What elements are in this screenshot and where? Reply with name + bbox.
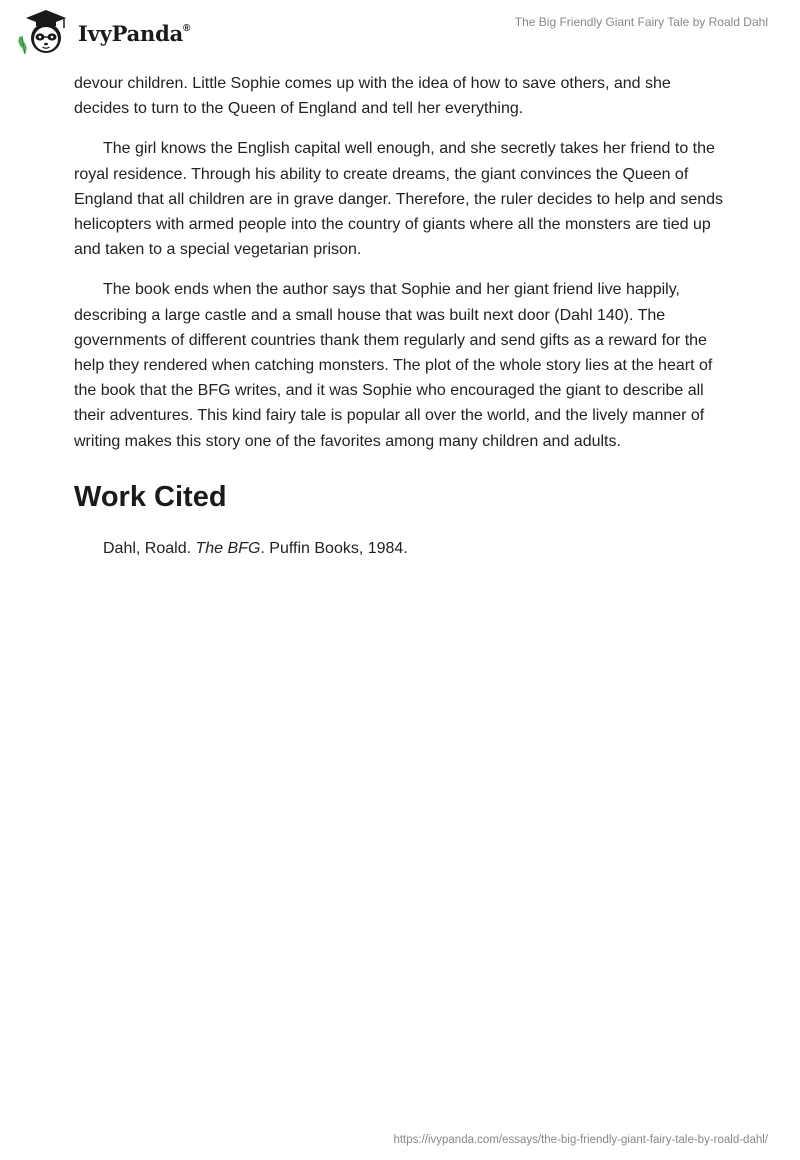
citation-title: The BFG [195,539,261,557]
citation-entry [74,536,728,561]
works-cited-heading: Work Cited [74,480,227,513]
source-url[interactable]: https://ivypanda.com/essays/the-big-friendly-giant-fairy-tale-by-roald-dahl/ [393,1134,768,1146]
citation-author: Dahl, Roald. [103,539,196,557]
registered-mark: ® [183,22,191,34]
logo-wordmark [78,21,190,46]
citation-publisher: . Puffin Books, 1984. [260,539,408,557]
document-title: The Big Friendly Giant Fairy Tale by Roald Dahl [514,15,768,29]
page-header [0,0,800,60]
logo-text: IvyPanda [78,20,184,46]
panda-graduate-icon [14,8,74,56]
paragraph: The girl knows the English capital well enough, and she secretly takes her friend to the royal residence. Through his ability to create dreams, the giant convinces the Queen of England that all children are in grave danger. Therefore, the ruler decides to help and sends helicopters with armed people into the country of giants where all the monsters are tied up and taken to a special vegetarian prison. [74,140,724,259]
paragraph: The book ends when the author says that Sophie and her giant friend live happily, describing a large castle and a small house that was built next door (Dahl 140). The governments of different countries thank them regularly and send gifts as a reward for the help they rendered when catching monsters. The plot of the whole story lies at the heart of the book that the BFG writes, and it was Sophie who encouraged the giant to describe all their adventures. This kind fairy tale is popular all over the world, and the lively manner of writing makes this story one of the favorites among many children and adults. [74,281,713,450]
paragraph-continuation: devour children. Little Sophie comes up with the idea of how to save others, and she decides to turn to the Queen of England and tell her everything. [74,75,671,118]
document-body [74,71,728,561]
ivypanda-logo[interactable] [14,8,190,56]
